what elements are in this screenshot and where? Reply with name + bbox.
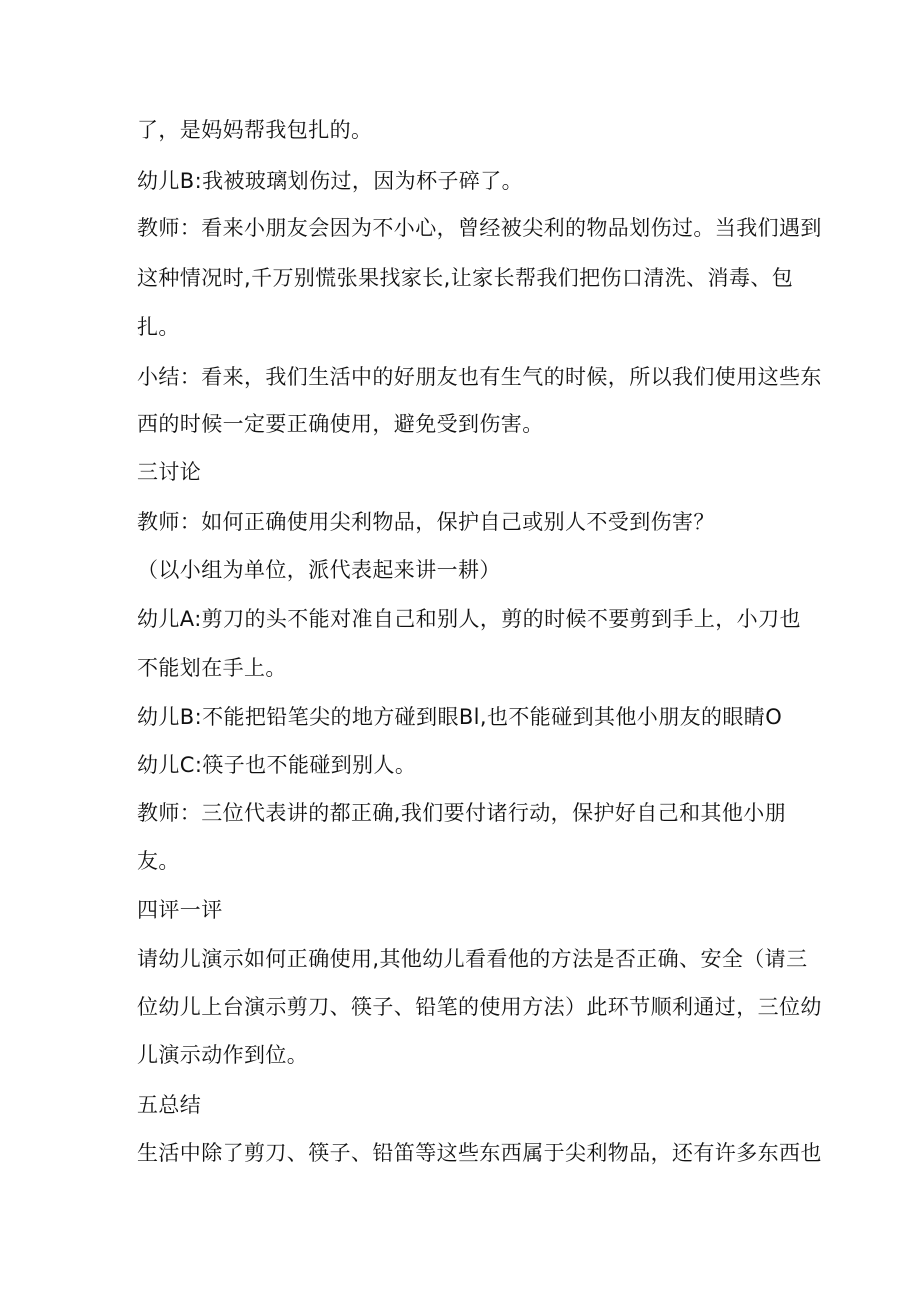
text-line: 生活中除了剪刀、筷子、铅笛等这些东西属于尖利物品，还有许多东西也 xyxy=(137,1141,822,1165)
text-line: 教师：看来小朋友会因为不小心，曾经被尖利的物品划伤过。当我们遇到 xyxy=(137,216,822,240)
text-line: 幼儿C:筷子也不能碰到别人。 xyxy=(137,753,417,777)
text-line: 小结：看来，我们生活中的好朋友也有生气的时候，所以我们使用这些东 xyxy=(137,365,822,389)
text-line: 不能划在手上。 xyxy=(137,656,287,680)
text-line: 请幼儿演示如何正确使用,其他幼儿看看他的方法是否正确、安全（请三 xyxy=(137,947,808,971)
text-line: 教师：三位代表讲的都正确,我们要付诸行动，保护好自己和其他小朋 xyxy=(137,801,787,825)
text-line: 幼儿A:剪刀的头不能对准自己和别人，剪的时候不要剪到手上，小刀也 xyxy=(137,607,801,631)
text-line: 这种情况时,千万别慌张果找家长,让家长帮我们把伤口清洗、消毒、包 xyxy=(137,266,794,290)
section-heading: 四评一评 xyxy=(137,898,223,922)
text-line: 西的时候一定要正确使用，避免受到伤害。 xyxy=(137,412,544,436)
section-heading: 三讨论 xyxy=(137,460,202,484)
text-line: 扎。 xyxy=(137,315,180,339)
section-heading: 五总结 xyxy=(137,1093,202,1117)
text-line: 儿演示动作到位。 xyxy=(137,1043,309,1067)
text-line: 幼儿B:不能把铅笔尖的地方碰到眼Bl,也不能碰到其他小朋友的眼睛O xyxy=(137,705,783,729)
text-line: 友。 xyxy=(137,849,180,873)
text-line: （以小组为单位，派代表起来讲一耕） xyxy=(137,558,501,582)
text-line: 位幼儿上台演示剪刀、筷子、铅笔的使用方法）此环节顺利通过，三位幼 xyxy=(137,995,822,1019)
text-line: 教师：如何正确使用尖利物品，保护自己或别人不受到伤害？ xyxy=(137,510,715,534)
text-line: 幼儿B:我被玻璃划伤过，因为杯子碎了。 xyxy=(137,169,524,193)
text-line: 了，是妈妈帮我包扎的。 xyxy=(137,118,373,142)
